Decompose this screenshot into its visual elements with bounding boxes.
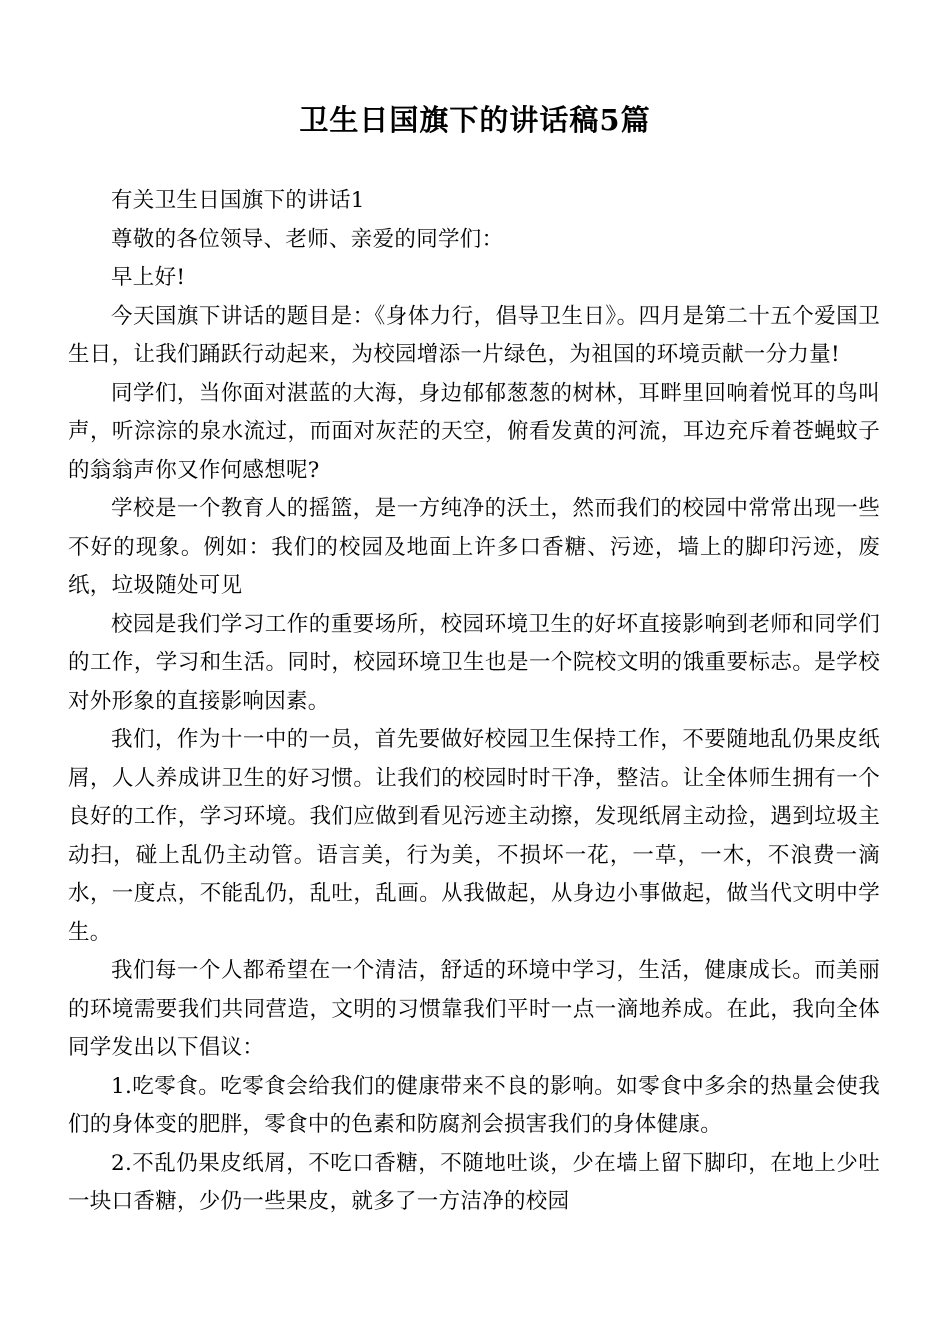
paragraph: 校园是我们学习工作的重要场所，校园环境卫生的好坏直接影响到老师和同学们的工作，学习和生活。同时，校园环境卫生也是一个院校文明的饿重要标志。是学校对外形象的直接影响因素。	[68, 611, 880, 714]
paragraph: 今天国旗下讲话的题目是：《身体力行，倡导卫生日》。四月是第二十五个爱国卫生日，让我们踊跃行动起来，为校园增添一片绿色，为祖国的环境贡献一分力量!	[68, 303, 880, 367]
paragraph-salutation: 尊敬的各位领导、老师、亲爱的同学们：	[111, 226, 504, 252]
paragraph: 我们，作为十一中的一员，首先要做好校园卫生保持工作，不要随地乱仍果皮纸屑，人人养成讲卫生的好习惯。让我们的校园时时干净，整洁。让全体师生拥有一个良好的工作，学习环境。我们应做到看见污迹主动擦，发现纸屑主动捡，遇到垃圾主动扫，碰上乱仍主动管。语言美，行为美，不损坏一花，一草，一木，不浪费一滴水，一度点，不能乱仍，乱吐，乱画。从我做起，从身边小事做起，做当代文明中学生。	[68, 727, 880, 945]
document-body	[68, 182, 880, 1222]
paragraph: 我们每一个人都希望在一个清洁，舒适的环境中学习，生活，健康成长。而美丽的环境需要我们共同营造，文明的习惯靠我们平时一点一滴地养成。在此，我向全体同学发出以下倡议：	[68, 958, 880, 1060]
document-title: 卫生日国旗下的讲话稿5篇	[299, 103, 651, 137]
paragraph-greeting: 早上好!	[111, 265, 186, 290]
paragraph-heading: 有关卫生日国旗下的讲话1	[111, 188, 365, 213]
list-item: 1.吃零食。吃零食会给我们的健康带来不良的影响。如零食中多余的热量会使我们的身体变的肥胖，零食中的色素和防腐剂会损害我们的身体健康。	[68, 1073, 880, 1137]
paragraph: 学校是一个教育人的摇篮，是一方纯净的沃土，然而我们的校园中常常出现一些不好的现象。例如：我们的校园及地面上许多口香糖、污迹，墙上的脚印污迹，废纸，垃圾随处可见	[68, 496, 880, 598]
paragraph: 同学们，当你面对湛蓝的大海，身边郁郁葱葱的树林，耳畔里回响着悦耳的鸟叫声，听淙淙的泉水流过，而面对灰茫的天空，俯看发黄的河流，耳边充斥着苍蝇蚊子的翁翁声你又作何感想呢?	[68, 380, 880, 483]
list-item: 2.不乱仍果皮纸屑，不吃口香糖，不随地吐谈，少在墙上留下脚印，在地上少吐一块口香糖，少仍一些果皮，就多了一方洁净的校园	[68, 1150, 880, 1214]
